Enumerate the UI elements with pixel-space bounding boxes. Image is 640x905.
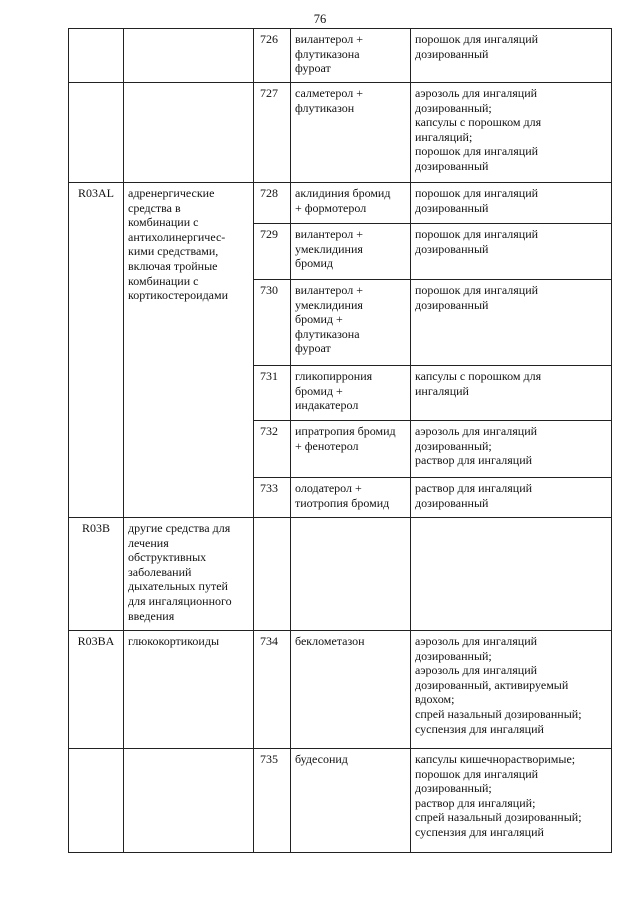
atc-group-cell	[124, 631, 254, 749]
dosage-form-line: капсулы с порошком для	[415, 115, 542, 130]
drug-name-cell	[291, 631, 411, 749]
item-number-line: 730	[260, 283, 278, 297]
dosage-form-line: суспензия для ингаляций	[415, 721, 544, 736]
dosage-form-cell	[411, 83, 612, 183]
dosage-form-line: порошок для ингаляций	[415, 186, 539, 200]
atc-group-line: обструктивных	[128, 550, 207, 565]
item-number-line: 728	[260, 186, 278, 200]
dosage-form-line: порошок для ингаляций	[415, 283, 539, 297]
atc-group-line: антихолинергичес-	[128, 229, 226, 244]
dosage-form-line: суспензия для ингаляций	[415, 824, 544, 839]
drug-name-line: флутиказона	[295, 326, 360, 341]
drug-name-line: гликопиррония	[295, 369, 373, 383]
table-row	[69, 518, 612, 631]
dosage-form-line: аэрозоль для ингаляций	[415, 634, 538, 648]
atc-group-line: для ингаляционного	[128, 593, 232, 608]
item-number-cell	[254, 366, 291, 421]
drug-name-line: беклометазон	[295, 634, 365, 648]
drug-name-cell	[291, 280, 411, 366]
atc-group-line: кими средствами,	[128, 244, 219, 259]
table-row	[69, 83, 612, 183]
dosage-form-line: спрей назальный дозированный;	[415, 706, 582, 721]
atc-group-line: дыхательных путей	[128, 579, 228, 594]
dosage-form-line: раствор для ингаляций	[415, 453, 533, 468]
atc-group-cell	[124, 83, 254, 183]
drug-name-line: тиотропия бромид	[295, 495, 390, 510]
item-number-cell	[254, 83, 291, 183]
dosage-form-line: порошок для ингаляций	[415, 32, 539, 46]
drug-name-line: + фенотерол	[295, 438, 359, 453]
drug-name-line: олодатерол +	[295, 481, 362, 495]
drug-name-cell	[291, 366, 411, 421]
dosage-form-line: порошок для ингаляций	[415, 227, 539, 241]
item-number-line: 734	[260, 634, 278, 648]
dosage-form-line: раствор для ингаляций	[415, 481, 533, 495]
drug-name-line: бромид +	[295, 312, 343, 327]
atc-group-line: комбинации с	[128, 273, 199, 288]
dosage-form-cell	[411, 29, 612, 83]
drug-name-cell	[291, 183, 411, 224]
atc-code-line: R03BA	[77, 634, 115, 648]
dosage-form-line: раствор для ингаляций;	[415, 795, 536, 810]
drug-name-line: бромид	[295, 256, 333, 271]
item-number-cell	[254, 749, 291, 853]
drug-name-line: умеклидиния	[295, 241, 363, 256]
item-number-cell	[254, 224, 291, 280]
atc-code-cell	[69, 631, 124, 749]
dosage-form-line: дозированный	[415, 46, 489, 61]
drug-name-line: флутиказона	[295, 46, 360, 61]
table-row	[69, 29, 612, 83]
dosage-form-line: дозированный	[415, 241, 489, 256]
item-number-cell	[254, 29, 291, 83]
atc-group-cell	[124, 183, 254, 518]
atc-group-line: заболеваний	[128, 564, 192, 579]
drug-name-line: фуроат	[295, 61, 331, 76]
item-number-cell	[254, 280, 291, 366]
dosage-form-line: дозированный;	[415, 100, 492, 115]
dosage-form-line: ингаляций	[415, 383, 469, 398]
dosage-form-cell	[411, 421, 612, 478]
dosage-form-cell	[411, 280, 612, 366]
dosage-form-line: аэрозоль для ингаляций	[415, 663, 538, 678]
dosage-form-line: капсулы с порошком для	[415, 369, 542, 383]
dosage-form-line: спрей назальный дозированный;	[415, 810, 582, 825]
atc-code-cell	[69, 749, 124, 853]
dosage-form-cell	[411, 366, 612, 421]
dosage-form-line: вдохом;	[415, 692, 455, 707]
dosage-form-cell	[411, 518, 612, 631]
atc-group-line: комбинации с	[128, 215, 199, 230]
drug-name-line: аклидиния бромид	[295, 186, 391, 200]
drug-name-cell	[291, 749, 411, 853]
dosage-form-line: порошок для ингаляций	[415, 766, 539, 781]
dosage-form-cell	[411, 631, 612, 749]
drug-name-line: вилантерол +	[295, 32, 363, 46]
item-number-line: 726	[260, 32, 278, 46]
drug-name-cell	[291, 478, 411, 518]
drug-name-cell	[291, 421, 411, 478]
dosage-form-cell	[411, 183, 612, 224]
dosage-form-line: дозированный	[415, 495, 489, 510]
dosage-form-line: ингаляций;	[415, 129, 473, 144]
dosage-form-line: капсулы кишечнорастворимые;	[415, 752, 576, 766]
item-number-line: 735	[260, 752, 278, 766]
dosage-form-line: дозированный;	[415, 438, 492, 453]
atc-group-line: введения	[128, 608, 175, 623]
drug-name-cell	[291, 224, 411, 280]
drug-name-line: флутиказон	[295, 100, 355, 115]
item-number-line: 727	[260, 86, 278, 100]
drug-name-line: ипратропия бромид	[295, 424, 396, 438]
drug-name-line: умеклидиния	[295, 297, 363, 312]
dosage-form-cell	[411, 478, 612, 518]
drug-name-cell	[291, 29, 411, 83]
atc-group-line: включая тройные	[128, 258, 218, 273]
drug-name-line: бромид +	[295, 383, 343, 398]
dosage-form-cell	[411, 224, 612, 280]
dosage-form-line: дозированный;	[415, 648, 492, 663]
drug-name-line: салметерол +	[295, 86, 363, 100]
atc-group-line: лечения	[128, 535, 169, 550]
item-number-cell	[254, 478, 291, 518]
atc-group-line: другие средства для	[128, 521, 231, 535]
atc-code-line: R03B	[81, 521, 110, 535]
drug-name-line: вилантерол +	[295, 283, 363, 297]
dosage-form-line: аэрозоль для ингаляций	[415, 86, 538, 100]
atc-code-cell	[69, 518, 124, 631]
drug-name-cell	[291, 518, 411, 631]
item-number-line: 729	[260, 227, 278, 241]
atc-code-cell	[69, 83, 124, 183]
dosage-form-line: дозированный;	[415, 781, 492, 796]
table-row	[69, 631, 612, 749]
dosage-form-line: порошок для ингаляций	[415, 144, 539, 159]
drug-name-line: фуроат	[295, 341, 331, 356]
dosage-form-cell	[411, 749, 612, 853]
item-number-cell	[254, 421, 291, 478]
table-row	[69, 183, 612, 224]
drug-name-line: индакатерол	[295, 398, 359, 413]
atc-group-cell	[124, 749, 254, 853]
atc-group-cell	[124, 29, 254, 83]
dosage-form-line: дозированный	[415, 158, 489, 173]
atc-code-cell	[69, 29, 124, 83]
atc-group-line: глюкокортикоиды	[128, 634, 220, 648]
drug-table	[68, 28, 612, 853]
item-number-line: 732	[260, 424, 278, 438]
atc-code-line: R03AL	[78, 186, 114, 200]
page-number: 76	[313, 12, 327, 26]
drug-name-line: вилантерол +	[295, 227, 363, 241]
item-number-cell	[254, 518, 291, 631]
item-number-line: 731	[260, 369, 278, 383]
dosage-form-line: дозированный, активируемый	[415, 677, 569, 692]
atc-group-line: средства в	[128, 200, 181, 215]
table-row	[69, 749, 612, 853]
atc-group-line: адренергические	[128, 186, 215, 200]
drug-name-cell	[291, 83, 411, 183]
dosage-form-line: аэрозоль для ингаляций	[415, 424, 538, 438]
dosage-form-line: дозированный	[415, 200, 489, 215]
item-number-cell	[254, 631, 291, 749]
drug-name-line: будесонид	[295, 752, 348, 766]
atc-group-cell	[124, 518, 254, 631]
item-number-cell	[254, 183, 291, 224]
atc-group-line: кортикостероидами	[128, 288, 229, 303]
dosage-form-line: дозированный	[415, 297, 489, 312]
item-number-line: 733	[260, 481, 278, 495]
drug-name-line: + формотерол	[295, 200, 367, 215]
atc-code-cell	[69, 183, 124, 518]
